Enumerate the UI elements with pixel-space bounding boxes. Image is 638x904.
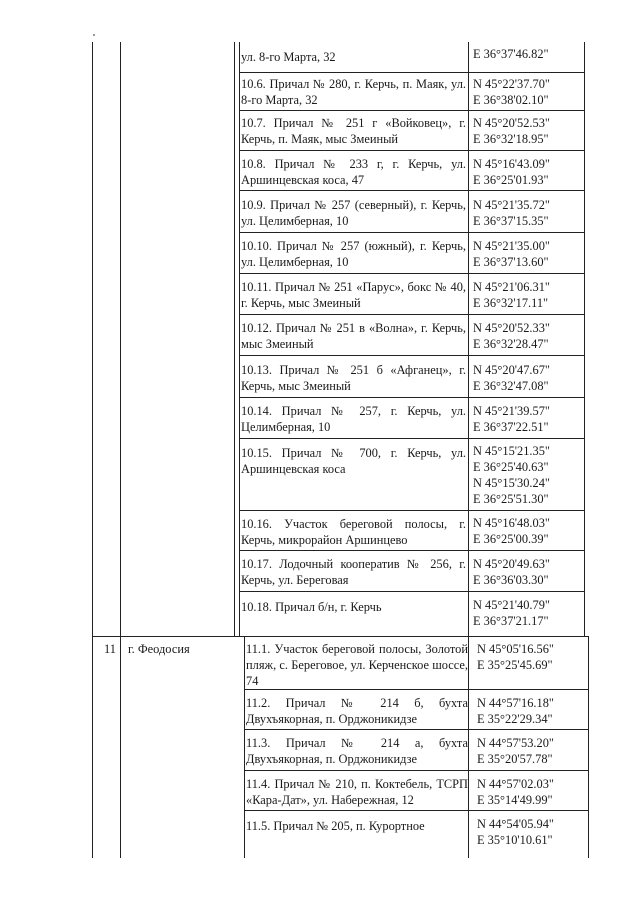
coord-line: E 36°37'46.82" xyxy=(473,47,549,61)
coord-line: N 45°21'35.00" xyxy=(473,239,550,253)
section-divider xyxy=(92,636,588,637)
coord-line: E 36°38'02.10" xyxy=(473,93,549,107)
coord-line: E 36°32'17.11" xyxy=(473,296,549,310)
coord-line: E 36°37'13.60" xyxy=(473,255,549,269)
table-cell-address: 11.4. Причал № 210, п. Коктебель, ТСРП «Кара-Дат», ул. Набережная, 12 xyxy=(246,777,468,807)
table-cell-address: 11.2. Причал № 214 б, бухта Двухъякорная, п. Орджоникидзе xyxy=(246,696,468,726)
scan-speck xyxy=(93,34,95,36)
coord-line: N 45°20'49.63" xyxy=(473,557,550,571)
coord-line: N 45°21'39.57" xyxy=(473,404,550,418)
table-cell-coords xyxy=(473,238,583,270)
table-cell-address: 11.1. Участок береговой полосы, Золотой пляж, с. Береговое, ул. Керченское шоссе, 74 xyxy=(246,642,468,688)
table-cell-address: 10.10. Причал № 257 (южный), г. Керчь, ул. Целимберная, 10 xyxy=(241,239,466,269)
coord-line: E 36°37'15.35" xyxy=(473,214,549,228)
table-cell-coords xyxy=(473,403,583,435)
table-border-addr-col-upper xyxy=(239,42,240,636)
coord-line: N 45°21'06.31" xyxy=(473,280,550,294)
table-cell-coords xyxy=(477,816,587,848)
coord-line: N 45°15'21.35" xyxy=(473,444,550,458)
table-border-right-lower xyxy=(588,636,589,858)
table-cell-coords xyxy=(473,46,583,62)
table-cell-address: 10.14. Причал № 257, г. Керчь, ул. Целимберная, 10 xyxy=(241,404,466,434)
row-divider xyxy=(244,689,588,690)
coord-line: N 44°57'16.18" xyxy=(477,696,554,710)
coord-line: E 36°32'28.47" xyxy=(473,337,549,351)
table-cell-city: г. Феодосия xyxy=(128,642,190,656)
row-divider xyxy=(239,150,584,151)
coord-line: N 45°16'48.03" xyxy=(473,516,550,530)
table-cell-address: 10.8. Причал № 233 г, г. Керчь, ул. Аршинцевская коса, 47 xyxy=(241,157,466,187)
coord-line: N 45°15'30.24" xyxy=(473,476,550,490)
table-cell-coords xyxy=(473,362,583,394)
row-divider xyxy=(239,591,584,592)
table-cell-address: 11.3. Причал № 214 а, бухта Двухъякорная, п. Орджоникидзе xyxy=(246,736,468,766)
coord-line: E 36°37'22.51" xyxy=(473,420,549,434)
table-cell-coords xyxy=(473,443,583,507)
table-cell-address: 10.6. Причал № 280, г. Керчь, п. Маяк, ул. 8-го Марта, 32 xyxy=(241,77,466,107)
coord-line: E 36°36'03.30" xyxy=(473,573,549,587)
table-cell-coords xyxy=(477,776,587,808)
table-border-city-col-upper xyxy=(234,42,235,636)
row-divider xyxy=(239,232,584,233)
table-cell-coords xyxy=(473,597,583,629)
table-cell-coords xyxy=(477,695,587,727)
coord-line: N 45°20'47.67" xyxy=(473,363,550,377)
table-cell-coords xyxy=(477,735,587,767)
table-cell-address: 10.15. Причал № 700, г. Керчь, ул. Аршинцевская коса xyxy=(241,446,466,476)
row-divider xyxy=(239,550,584,551)
coord-line: N 44°54'05.94" xyxy=(477,817,554,831)
coord-line: N 45°16'43.09" xyxy=(473,157,550,171)
table-cell-address: 10.13. Причал № 251 б «Афганец», г. Керчь, мыс Змеиный xyxy=(241,363,466,393)
table-cell-coords xyxy=(473,320,583,352)
table-cell-address: 10.12. Причал № 251 в «Волна», г. Керчь, мыс Змеиный xyxy=(241,321,466,351)
row-divider xyxy=(244,810,588,811)
row-divider xyxy=(239,355,584,356)
table-cell-coords xyxy=(473,76,583,108)
coord-line: N 44°57'53.20" xyxy=(477,736,554,750)
table-border-left xyxy=(92,42,93,858)
row-divider xyxy=(239,510,584,511)
coord-line: E 36°25'51.30" xyxy=(473,492,549,506)
row-divider xyxy=(239,72,584,73)
table-cell-address: 10.7. Причал № 251 г «Войковец», г. Керчь, п. Маяк, мыс Змеиный xyxy=(241,116,466,146)
row-divider xyxy=(244,770,588,771)
coord-line: N 45°05'16.56" xyxy=(477,642,554,656)
table-border-addr-col-lower xyxy=(244,636,245,858)
table-cell-number: 11 xyxy=(104,642,116,656)
row-divider xyxy=(239,314,584,315)
table-cell-coords xyxy=(473,515,583,547)
coord-line: E 35°20'57.78" xyxy=(477,752,553,766)
coord-line: E 36°25'00.39" xyxy=(473,532,549,546)
coord-line: E 36°25'40.63" xyxy=(473,460,549,474)
table-cell-coords xyxy=(473,156,583,188)
coord-line: N 45°22'37.70" xyxy=(473,77,550,91)
row-divider xyxy=(239,273,584,274)
table-cell-address: 11.5. Причал № 205, п. Курортное xyxy=(246,819,425,833)
table-cell-address: 10.17. Лодочный кооператив № 256, г. Керчь, ул. Береговая xyxy=(241,557,466,587)
coord-line: E 36°32'18.95" xyxy=(473,132,549,146)
table-cell-address: 10.11. Причал № 251 «Парус», бокс № 40, г. Керчь, мыс Змеиный xyxy=(241,280,466,310)
row-divider xyxy=(244,729,588,730)
table-cell-coords xyxy=(477,641,587,673)
coord-line: N 45°20'52.33" xyxy=(473,321,550,335)
table-border-right-upper xyxy=(584,42,585,636)
coord-line: E 36°25'01.93" xyxy=(473,173,549,187)
table-border-coord-col xyxy=(468,42,469,858)
coord-line: E 35°22'29.34" xyxy=(477,712,553,726)
coord-line: N 45°21'35.72" xyxy=(473,198,550,212)
table-cell-coords xyxy=(473,279,583,311)
row-divider xyxy=(239,190,584,191)
coord-line: E 35°10'10.61" xyxy=(477,833,553,847)
table-cell-address: ул. 8-го Марта, 32 xyxy=(241,50,336,64)
table-cell-coords xyxy=(473,115,583,147)
table-border-num-col xyxy=(120,42,121,858)
table-cell-coords xyxy=(473,556,583,588)
coord-line: E 36°37'21.17" xyxy=(473,614,549,628)
coord-line: E 36°32'47.08" xyxy=(473,379,549,393)
table-cell-address: 10.9. Причал № 257 (северный), г. Керчь, ул. Целимберная, 10 xyxy=(241,198,466,228)
coord-line: E 35°14'49.99" xyxy=(477,793,553,807)
coord-line: N 45°21'40.79" xyxy=(473,598,550,612)
table-cell-coords xyxy=(473,197,583,229)
row-divider xyxy=(239,438,584,439)
coord-line: N 44°57'02.03" xyxy=(477,777,554,791)
row-divider xyxy=(239,397,584,398)
coord-line: N 45°20'52.53" xyxy=(473,116,550,130)
row-divider xyxy=(239,110,584,111)
table-cell-address: 10.16. Участок береговой полосы, г. Керчь, микрорайон Аршинцево xyxy=(241,517,466,547)
table-cell-address: 10.18. Причал б/н, г. Керчь xyxy=(241,600,382,614)
coord-line: E 35°25'45.69" xyxy=(477,658,553,672)
